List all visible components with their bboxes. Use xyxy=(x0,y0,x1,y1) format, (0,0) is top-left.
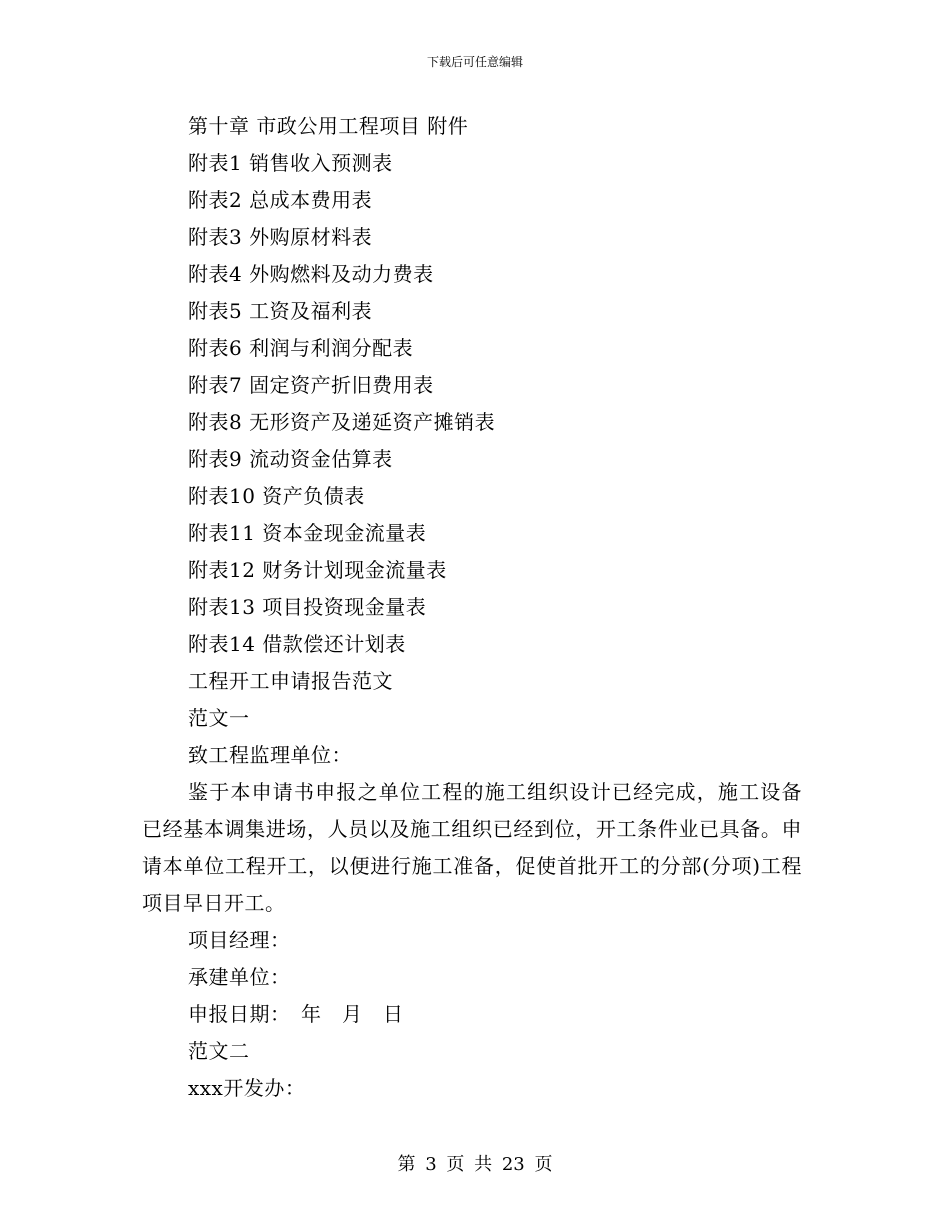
sample-heading: 范文一 xyxy=(188,706,250,730)
appendix-item: 附表3 外购原材料表 xyxy=(188,225,373,249)
date-line: 申报日期： 年 月 日 xyxy=(188,1002,404,1026)
salutation: xxx开发办： xyxy=(188,1076,306,1100)
appendix-item: 附表4 外购燃料及动力费表 xyxy=(188,262,434,286)
appendix-item: 附表10 资产负债表 xyxy=(188,484,365,508)
appendix-item: 附表1 销售收入预测表 xyxy=(188,151,393,175)
body-paragraph: 鉴于本申请书申报之单位工程的施工组织设计已经完成，施工设备已经基本调集进场，人员以及施工组织已经到位，开工条件业已具备。申请本单位工程开工，以便进行施工准备，促使首批开工的分部(分项)工程项目早日开工。 xyxy=(142,780,802,915)
appendix-item: 附表2 总成本费用表 xyxy=(188,188,373,212)
appendix-item: 附表6 利润与利润分配表 xyxy=(188,336,414,360)
signature-line: 项目经理： xyxy=(188,928,291,952)
appendix-item: 附表12 财务计划现金流量表 xyxy=(188,558,447,582)
appendix-item: 附表14 借款偿还计划表 xyxy=(188,632,406,656)
chapter-heading: 第十章 市政公用工程项目 附件 xyxy=(188,114,469,138)
header-note: 下载后可任意编辑 xyxy=(426,55,523,69)
signature-line: 承建单位： xyxy=(188,965,291,989)
appendix-item: 附表5 工资及福利表 xyxy=(188,299,373,323)
salutation: 致工程监理单位： xyxy=(188,743,352,767)
appendix-item: 附表11 资本金现金流量表 xyxy=(188,521,427,545)
sample-heading: 范文二 xyxy=(188,1039,250,1063)
appendix-item: 附表9 流动资金估算表 xyxy=(188,447,393,471)
appendix-item: 附表13 项目投资现金量表 xyxy=(188,595,427,619)
appendix-item: 附表7 固定资产折旧费用表 xyxy=(188,373,434,397)
appendix-item: 附表8 无形资产及递延资产摊销表 xyxy=(188,410,496,434)
page-number: 第 3 页 共 23 页 xyxy=(397,1154,553,1175)
section-title: 工程开工申请报告范文 xyxy=(188,669,393,693)
document-body xyxy=(142,108,802,1107)
